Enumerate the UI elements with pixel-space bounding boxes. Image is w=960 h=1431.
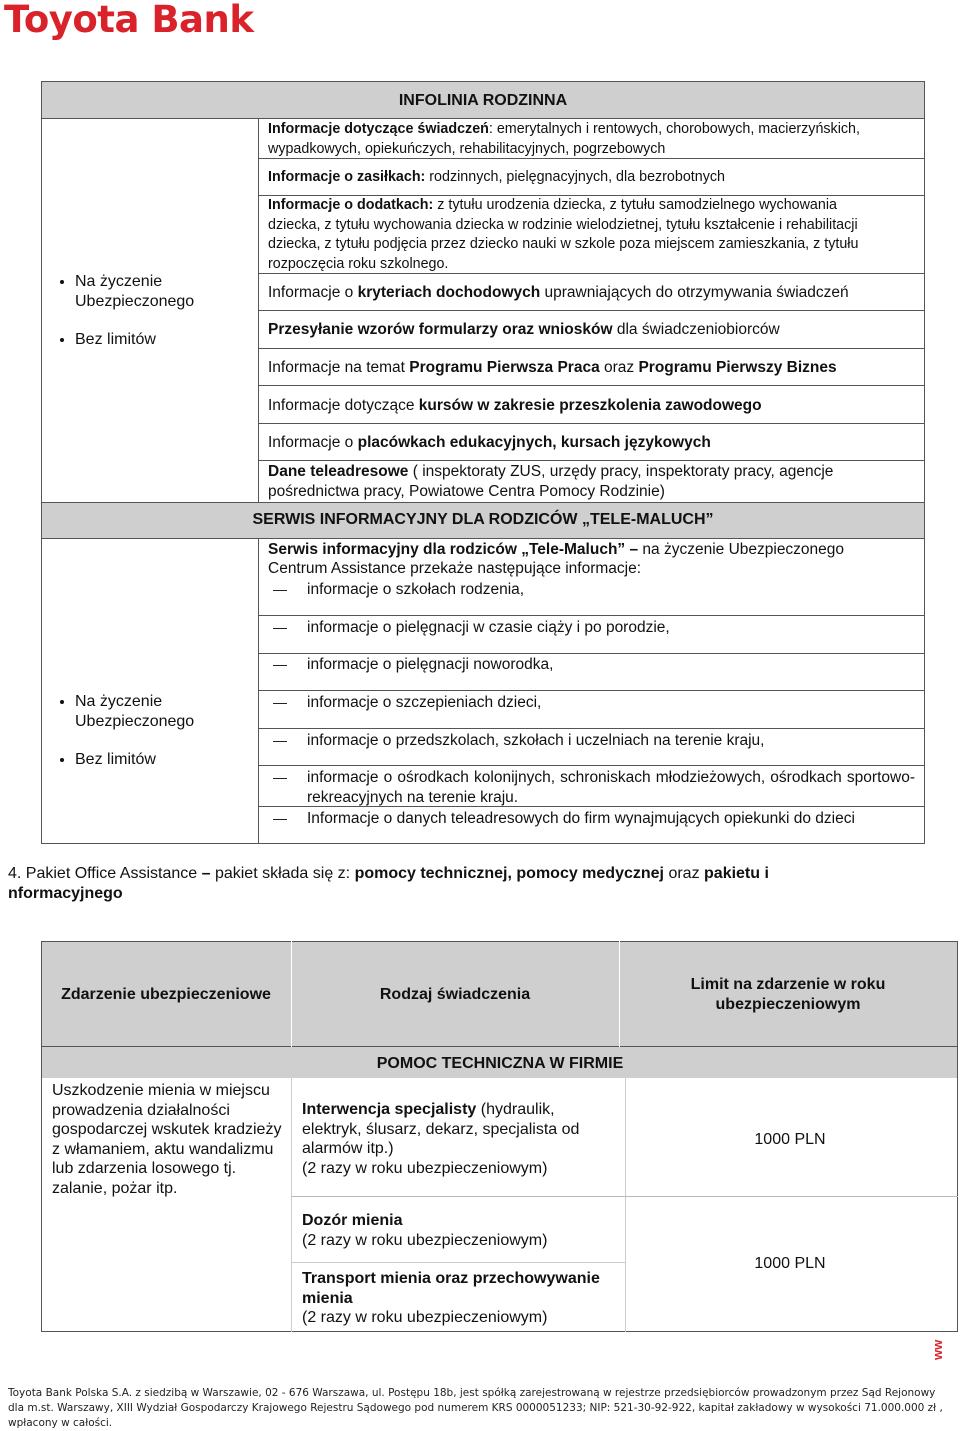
limit-value: 1000 PLN [754, 1255, 826, 1272]
info-allowances-row: Informacje o zasiłkach: rodzinnych, pielęgnacyjnych, dla bezrobotnych [268, 169, 725, 185]
service-property-guard: Dozór mienia (2 razy w roku ubezpieczeniowym) [302, 1212, 548, 1249]
service-specialist: Interwencja specjalisty (hydraulik, elektryk, ślusarz, dekarz, specjalista od alarmów itp.) (2 razy w roku ubezpieczeniowym) [302, 1101, 580, 1177]
info-supplements-row: Informacje o dodatkach: z tytułu urodzenia dziecka, z tytułu samodzielnego wychowania dziecka, z tytułu wychowania dziecka w rodzinie wielodzietnej, tytułu kształcenie i rehabilitacji dziecka, z tytułu podjęcia przez dziecko nauki w szkole poza miejscem zamieszkania, z tytułu rozpoczęcia roku szkolnego. [268, 197, 859, 272]
tele-maluch-title: SERWIS INFORMACYJNY DLA RODZICÓW „TELE-MALUCH” [252, 511, 714, 528]
header-service-type: Rodzaj świadczenia [379, 986, 531, 1003]
infolinia-conditions [41, 272, 275, 369]
info-courses-row: Informacje dotyczące kursów w zakresie przeszkolenia zawodowego [268, 397, 762, 414]
tele-maluch-item: informacje o szczepieniach dzieci, [307, 694, 542, 711]
infolinia-title: INFOLINIA RODZINNA [398, 92, 568, 109]
event-description: Uszkodzenie mienia w miejscu prowadzenia działalności gospodarczej wskutek kradzieży z włamaniem, aktu wandalizmu lub zdarzenia losowego tj. zalanie, pożar itp. [52, 1082, 282, 1197]
tele-maluch-item: Informacje o danych teleadresowych do firm wynajmujących opiekunki do dzieci [307, 810, 855, 827]
condition-no-limits: • Bez limitów [75, 750, 275, 770]
tele-maluch-item: informacje o pielęgnacji noworodka, [307, 656, 554, 673]
tele-maluch-item: informacje o przedszkolach, szkołach i uczelniach na terenie kraju, [307, 732, 765, 749]
info-programs-row: Informacje na temat Programu Pierwsza Praca oraz Programu Pierwszy Biznes [268, 359, 837, 376]
limit-value: 1000 PLN [754, 1131, 826, 1148]
section-4-heading: 4. Pakiet Office Assistance – pakiet składa się z: pomocy technicznej, pomocy medycznej oraz pakietu i nformacyjnego [8, 865, 769, 902]
info-education-row: Informacje o placówkach edukacyjnych, kursach językowych [268, 434, 711, 451]
tele-maluch-item: informacje o ośrodkach kolonijnych, schroniskach młodzieżowych, ośrodkach sportowo- rekreacyjnych na terenie kraju. [307, 769, 915, 806]
condition-no-limits: • Bez limitów [75, 330, 275, 350]
info-contact-data-row: Dane teleadresowe ( inspektoraty ZUS, urzędy pracy, inspektoraty pracy, agencje pośrednictwa pracy, Powiatowe Centra Pomocy Rodzinie) [268, 463, 834, 500]
service-transport-storage: Transport mienia oraz przechowywanie mienia (2 razy w roku ubezpieczeniowym) [302, 1270, 600, 1326]
footer-legal-note: Toyota Bank Polska S.A. z siedzibą w Warszawie, 02 - 676 Warszawa, ul. Postępu 18b, jest spółką zarejestrowaną w rejestrze przedsiębiorców prowadzonym przez Sąd Rejonowy dla m.st. Warszawy, XIII Wydział Gospodarczy Krajowego Rejestru Sądowego pod numerem KRS 0000051233; NIP: 521-30-92-922, kapitał zakładowy w wysokości 71.000.000 zł , wpłacony w całości. [8, 1387, 943, 1429]
condition-on-request: • Na życzenie Ubezpieczonego [75, 272, 275, 311]
info-income-criteria-row: Informacje o kryteriach dochodowych uprawniających do otrzymywania świadczeń [268, 284, 849, 301]
toyota-bank-logo: Toyota Bank [4, 0, 254, 41]
technical-help-title: POMOC TECHNICZNA W FIRMIE [376, 1055, 624, 1072]
condition-on-request: • Na życzenie Ubezpieczonego [75, 692, 275, 731]
info-forms-row: Przesyłanie wzorów formularzy oraz wniosków dla świadczeniobiorców [268, 321, 780, 338]
tele-maluch-conditions [41, 692, 275, 789]
side-watermark: ww [930, 1339, 945, 1360]
tele-maluch-intro-line2: Centrum Assistance przekaże następujące informacje: [268, 560, 642, 577]
tele-maluch-intro: Serwis informacyjny dla rodziców „Tele-Maluch” – na życzenie Ubezpieczonego [268, 541, 845, 558]
info-benefits-row: Informacje dotyczące świadczeń: emerytalnych i rentowych, chorobowych, macierzyńskich, wypadkowych, opiekuńczych, rehabilitacyjnych, pogrzebowych [268, 121, 860, 157]
header-limit: Limit na zdarzenie w roku ubezpieczeniowym [690, 976, 886, 1013]
tele-maluch-item: informacje o szkołach rodzenia, [307, 581, 525, 598]
tele-maluch-item: informacje o pielęgnacji w czasie ciąży i po porodzie, [307, 619, 670, 636]
header-event: Zdarzenie ubezpieczeniowe [61, 986, 271, 1003]
